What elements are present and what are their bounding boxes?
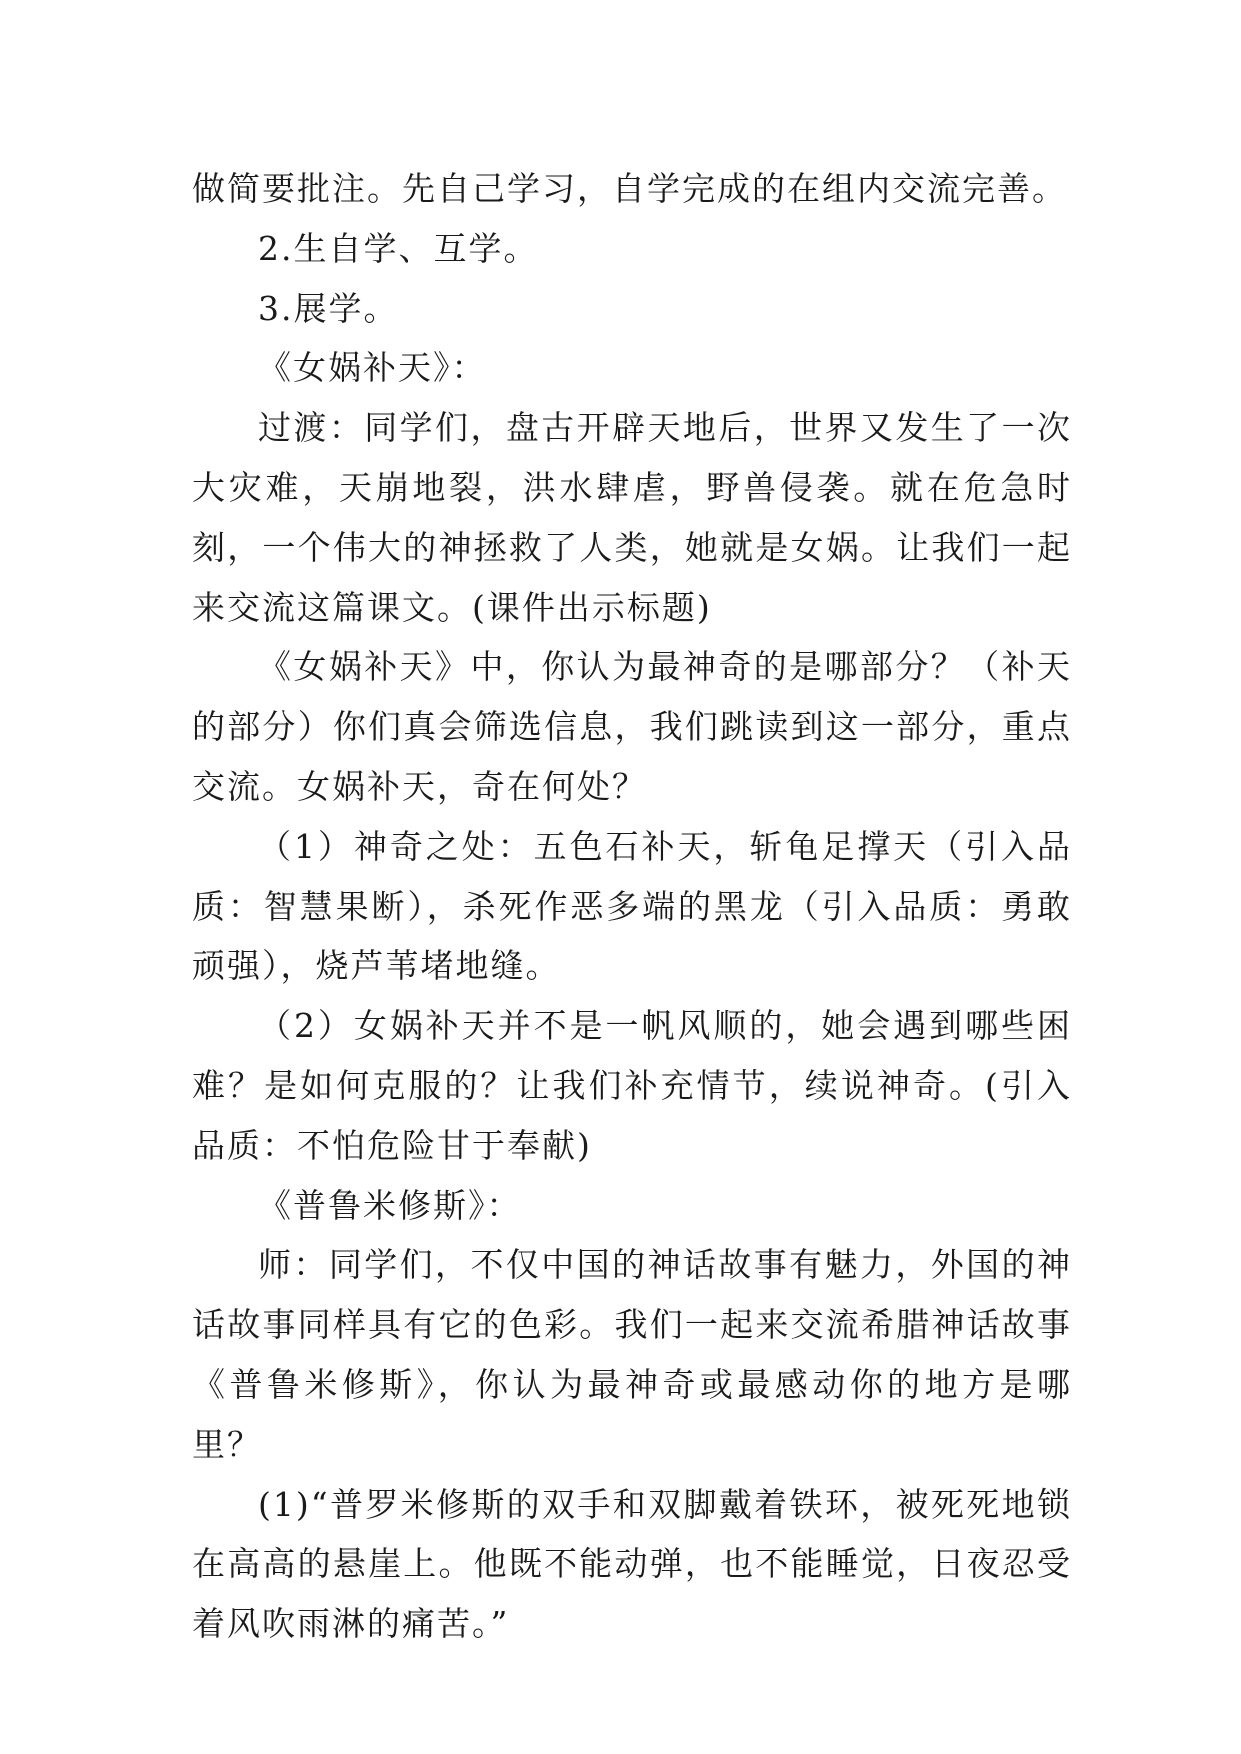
paragraph: 3.展学。 (258, 288, 399, 328)
paragraph: 2.生自学、互学。 (258, 228, 539, 268)
paragraph: 《女娲补天》中，你认为最神奇的是哪部分？（补天的部分）你们真会筛选信息，我们跳读到这一部分，重点交流。女娲补天，奇在何处？ (192, 647, 1072, 806)
section-heading: 《普鲁米修斯》： (258, 1185, 522, 1225)
paragraph: 师：同学们，不仅中国的神话故事有魅力，外国的神话故事同样具有它的色彩。我们一起来交流希腊神话故事《普鲁米修斯》，你认为最神奇或最感动你的地方是哪里？ (192, 1245, 1072, 1464)
paragraph: （2）女娲补天并不是一帆风顺的，她会遇到哪些困难？是如何克服的？让我们补充情节，续说神奇。(引入品质：不怕危险甘于奉献) (192, 1006, 1072, 1165)
paragraph: 过渡：同学们，盘古开辟天地后，世界又发生了一次大灾难，天崩地裂，洪水肆虐，野兽侵袭。就在危急时刻，一个伟大的神拯救了人类，她就是女娲。让我们一起来交流这篇课文。(课件出示标题) (192, 408, 1072, 627)
section-heading: 《女娲补天》： (258, 348, 487, 388)
paragraph: （1）神奇之处：五色石补天，斩龟足撑天（引入品质：智慧果断），杀死作恶多端的黑龙（引入品质：勇敢顽强），烧芦苇堵地缝。 (192, 826, 1072, 986)
body-text (192, 159, 1072, 1654)
paragraph: (1)“普罗米修斯的双手和双脚戴着铁环，被死死地锁在高高的悬崖上。他既不能动弹，也不能睡觉，日夜忍受着风吹雨淋的痛苦。” (192, 1484, 1072, 1644)
paragraph: 做简要批注。先自己学习，自学完成的在组内交流完善。 (192, 169, 1067, 208)
